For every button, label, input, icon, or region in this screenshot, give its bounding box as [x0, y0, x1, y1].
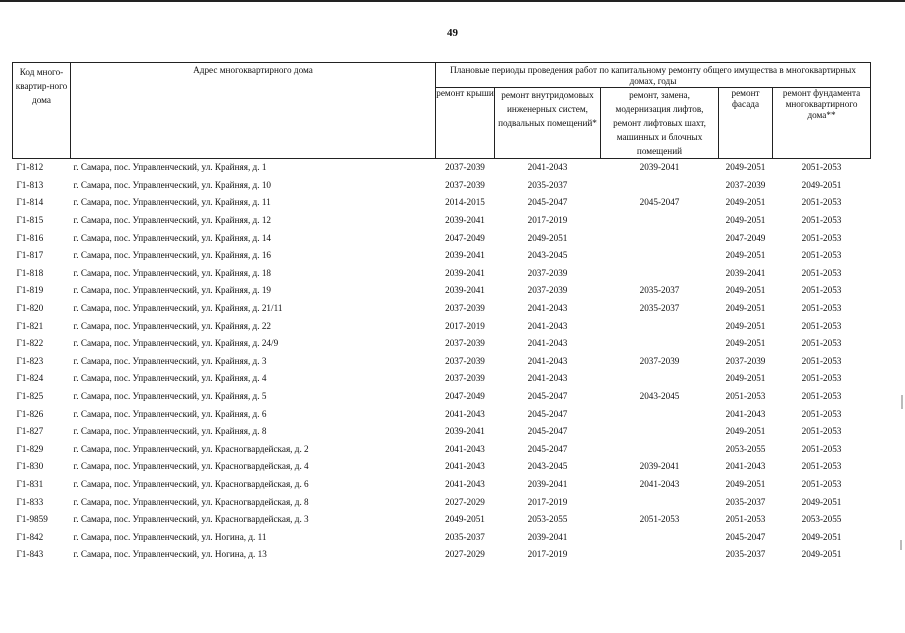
cell-roof: 2027-2029 — [445, 549, 485, 560]
cell-code: Г1-818 — [16, 267, 44, 278]
table-row — [13, 528, 871, 546]
table-row — [13, 229, 871, 247]
top-rule — [0, 0, 905, 2]
cell-foundation: 2051-2053 — [801, 215, 842, 226]
cell-code: Г1-830 — [16, 461, 44, 472]
cell-elevators: 2045-2047 — [639, 197, 680, 208]
table-body — [13, 159, 871, 564]
cell-elevators: 2041-2043 — [639, 478, 680, 489]
cell-facade: 2049-2051 — [725, 303, 766, 314]
cell-roof: 2037-2039 — [445, 179, 485, 190]
cell-facade: 2049-2051 — [725, 338, 766, 349]
cell-roof: 2037-2039 — [445, 355, 485, 366]
cell-elevators — [601, 441, 719, 459]
cell-code: Г1-815 — [16, 215, 44, 226]
cell-address: г. Самара, пос. Управленческий, ул. Крайняя, д. 14 — [73, 232, 272, 243]
cell-address: г. Самара, пос. Управленческий, ул. Крайняя, д. 6 — [73, 408, 267, 419]
cell-elevators — [601, 212, 719, 230]
cell-code: Г1-822 — [16, 338, 44, 349]
table-row — [13, 423, 871, 441]
cell-foundation: 2051-2053 — [801, 232, 842, 243]
cell-code: Г1-823 — [16, 355, 44, 366]
table-row — [13, 370, 871, 388]
cell-facade: 2047-2049 — [725, 232, 766, 243]
cell-elevators: 2039-2041 — [639, 162, 680, 173]
cell-utilities: 2039-2041 — [527, 531, 568, 542]
capital-repair-table — [12, 62, 871, 564]
cell-foundation: 2051-2053 — [801, 303, 842, 314]
cell-foundation: 2051-2053 — [801, 373, 842, 384]
cell-code: Г1-819 — [16, 285, 44, 296]
cell-roof: 2039-2041 — [445, 426, 485, 437]
cell-roof: 2039-2041 — [445, 215, 485, 226]
table-row — [13, 511, 871, 529]
cell-code: Г1-824 — [16, 373, 44, 384]
header-elevators: ремонт, замена, модернизация лифтов, ремонт лифтовых шахт, машинных и блочных помещений — [601, 88, 719, 159]
cell-elevators: 2039-2041 — [639, 461, 680, 472]
cell-address: г. Самара, пос. Управленческий, ул. Крайняя, д. 18 — [73, 267, 272, 278]
cell-roof: 2039-2041 — [445, 267, 485, 278]
table-row — [13, 458, 871, 476]
table-row — [13, 194, 871, 212]
header-foundation: ремонт фундамента многоквартирного дома** — [773, 88, 871, 159]
cell-roof: 2041-2043 — [445, 461, 485, 472]
scan-edge-mark — [901, 395, 903, 409]
cell-utilities: 2039-2041 — [527, 478, 568, 489]
cell-facade: 2049-2051 — [725, 285, 766, 296]
cell-foundation: 2051-2053 — [801, 355, 842, 366]
cell-foundation: 2051-2053 — [801, 250, 842, 261]
table-row — [13, 159, 871, 177]
cell-roof: 2047-2049 — [445, 232, 485, 243]
cell-foundation: 2049-2051 — [801, 549, 842, 560]
cell-facade: 2041-2043 — [725, 461, 766, 472]
table-row — [13, 317, 871, 335]
cell-code: Г1-833 — [16, 496, 44, 507]
cell-foundation: 2049-2051 — [801, 496, 842, 507]
cell-address: г. Самара, пос. Управленческий, ул. Крайняя, д. 16 — [73, 250, 272, 261]
cell-facade: 2049-2051 — [725, 373, 766, 384]
cell-roof: 2037-2039 — [445, 338, 485, 349]
cell-code: Г1-825 — [16, 391, 44, 402]
cell-code: Г1-831 — [16, 478, 44, 489]
table-row — [13, 300, 871, 318]
scan-edge-mark — [900, 540, 902, 550]
cell-elevators — [601, 493, 719, 511]
cell-code: Г1-827 — [16, 426, 44, 437]
cell-facade: 2051-2053 — [725, 391, 766, 402]
cell-roof: 2017-2019 — [445, 320, 485, 331]
table-row — [13, 282, 871, 300]
cell-elevators — [601, 405, 719, 423]
cell-address: г. Самара, пос. Управленческий, ул. Красногвардейская, д. 4 — [73, 461, 309, 472]
cell-utilities: 2041-2043 — [527, 373, 568, 384]
cell-roof: 2041-2043 — [445, 478, 485, 489]
cell-facade: 2049-2051 — [725, 215, 766, 226]
cell-code: Г1-829 — [16, 443, 44, 454]
cell-elevators — [601, 528, 719, 546]
cell-utilities: 2053-2055 — [527, 514, 568, 525]
cell-elevators: 2035-2037 — [639, 303, 680, 314]
cell-roof: 2041-2043 — [445, 443, 485, 454]
cell-address: г. Самара, пос. Управленческий, ул. Крайняя, д. 11 — [73, 197, 271, 208]
table-row — [13, 476, 871, 494]
cell-code: Г1-813 — [16, 179, 44, 190]
cell-facade: 2045-2047 — [725, 531, 766, 542]
cell-roof: 2039-2041 — [445, 285, 485, 296]
cell-utilities: 2017-2019 — [527, 215, 568, 226]
cell-utilities: 2045-2047 — [527, 197, 568, 208]
cell-foundation: 2049-2051 — [801, 179, 842, 190]
cell-utilities: 2041-2043 — [527, 162, 568, 173]
cell-facade: 2053-2055 — [725, 443, 766, 454]
cell-foundation: 2051-2053 — [801, 162, 842, 173]
cell-utilities: 2017-2019 — [527, 549, 568, 560]
cell-utilities: 2043-2045 — [527, 250, 568, 261]
cell-address: г. Самара, пос. Управленческий, ул. Крайняя, д. 22 — [73, 320, 272, 331]
table-row — [13, 388, 871, 406]
cell-roof: 2035-2037 — [445, 531, 485, 542]
cell-foundation: 2051-2053 — [801, 338, 842, 349]
table-row — [13, 405, 871, 423]
page-number: 49 — [447, 27, 458, 39]
cell-facade: 2037-2039 — [725, 355, 766, 366]
cell-address: г. Самара, пос. Управленческий, ул. Крайняя, д. 12 — [73, 215, 272, 226]
cell-roof: 2037-2039 — [445, 303, 485, 314]
cell-foundation: 2051-2053 — [801, 391, 842, 402]
cell-code: Г1-814 — [16, 197, 44, 208]
cell-utilities: 2037-2039 — [527, 267, 568, 278]
cell-foundation: 2051-2053 — [801, 461, 842, 472]
cell-address: г. Самара, пос. Управленческий, ул. Ногина, д. 13 — [73, 549, 267, 560]
cell-roof: 2049-2051 — [445, 514, 485, 525]
cell-roof: 2027-2029 — [445, 496, 485, 507]
cell-address: г. Самара, пос. Управленческий, ул. Красногвардейская, д. 6 — [73, 478, 309, 489]
cell-facade: 2041-2043 — [725, 408, 766, 419]
cell-facade: 2049-2051 — [725, 426, 766, 437]
cell-facade: 2049-2051 — [725, 320, 766, 331]
cell-elevators — [601, 177, 719, 195]
cell-roof: 2039-2041 — [445, 250, 485, 261]
cell-elevators: 2037-2039 — [639, 355, 680, 366]
cell-code: Г1-821 — [16, 320, 44, 331]
cell-address: г. Самара, пос. Управленческий, ул. Красногвардейская, д. 8 — [73, 496, 309, 507]
cell-code: Г1-9859 — [16, 514, 48, 525]
cell-code: Г1-812 — [16, 162, 44, 173]
cell-foundation: 2049-2051 — [801, 531, 842, 542]
cell-facade: 2039-2041 — [725, 267, 766, 278]
header-periods-group: Плановые периоды проведения работ по капитальному ремонту общего имущества в многоквартирных домах, годы — [436, 63, 871, 88]
table-row — [13, 335, 871, 353]
cell-elevators: 2043-2045 — [639, 391, 680, 402]
cell-facade: 2035-2037 — [725, 549, 766, 560]
cell-roof: 2047-2049 — [445, 391, 485, 402]
cell-foundation: 2051-2053 — [801, 426, 842, 437]
table-row — [13, 353, 871, 371]
cell-elevators — [601, 335, 719, 353]
cell-elevators — [601, 229, 719, 247]
table-row — [13, 441, 871, 459]
header-address: Адрес многоквартирного дома — [71, 63, 436, 159]
cell-utilities: 2017-2019 — [527, 496, 568, 507]
cell-address: г. Самара, пос. Управленческий, ул. Крайняя, д. 21/11 — [73, 303, 283, 314]
cell-address: г. Самара, пос. Управленческий, ул. Крайняя, д. 24/9 — [73, 338, 279, 349]
cell-utilities: 2045-2047 — [527, 391, 568, 402]
cell-utilities: 2049-2051 — [527, 232, 568, 243]
cell-utilities: 2041-2043 — [527, 338, 568, 349]
cell-address: г. Самара, пос. Управленческий, ул. Крайняя, д. 4 — [73, 373, 267, 384]
cell-elevators — [601, 265, 719, 283]
table-header — [13, 63, 871, 159]
cell-facade: 2049-2051 — [725, 250, 766, 261]
cell-utilities: 2045-2047 — [527, 408, 568, 419]
cell-code: Г1-816 — [16, 232, 44, 243]
cell-address: г. Самара, пос. Управленческий, ул. Крайняя, д. 5 — [73, 391, 267, 402]
cell-facade: 2049-2051 — [725, 162, 766, 173]
cell-address: г. Самара, пос. Управленческий, ул. Крайняя, д. 10 — [73, 179, 272, 190]
cell-utilities: 2041-2043 — [527, 355, 568, 366]
table-row — [13, 265, 871, 283]
cell-foundation: 2053-2055 — [801, 514, 842, 525]
cell-foundation: 2051-2053 — [801, 285, 842, 296]
cell-foundation: 2051-2053 — [801, 267, 842, 278]
cell-roof: 2014-2015 — [445, 197, 485, 208]
cell-utilities: 2045-2047 — [527, 426, 568, 437]
cell-foundation: 2051-2053 — [801, 320, 842, 331]
table-row — [13, 546, 871, 564]
cell-utilities: 2037-2039 — [527, 285, 568, 296]
cell-utilities: 2041-2043 — [527, 303, 568, 314]
cell-elevators — [601, 423, 719, 441]
cell-foundation: 2051-2053 — [801, 408, 842, 419]
cell-roof: 2037-2039 — [445, 162, 485, 173]
table-row — [13, 212, 871, 230]
cell-address: г. Самара, пос. Управленческий, ул. Ногина, д. 11 — [73, 531, 267, 542]
header-code: Код много-квартир-ного дома — [13, 63, 71, 159]
header-facade: ремонт фасада — [719, 88, 773, 159]
table-row — [13, 247, 871, 265]
cell-address: г. Самара, пос. Управленческий, ул. Крайняя, д. 3 — [73, 355, 267, 366]
cell-code: Г1-842 — [16, 531, 44, 542]
cell-elevators — [601, 247, 719, 265]
cell-address: г. Самара, пос. Управленческий, ул. Крайняя, д. 8 — [73, 426, 267, 437]
cell-address: г. Самара, пос. Управленческий, ул. Крайняя, д. 19 — [73, 285, 272, 296]
cell-address: г. Самара, пос. Управленческий, ул. Красногвардейская, д. 2 — [73, 443, 309, 454]
cell-elevators: 2035-2037 — [639, 285, 680, 296]
cell-facade: 2051-2053 — [725, 514, 766, 525]
cell-facade: 2035-2037 — [725, 496, 766, 507]
cell-code: Г1-826 — [16, 408, 44, 419]
cell-roof: 2041-2043 — [445, 408, 485, 419]
cell-elevators — [601, 370, 719, 388]
cell-elevators — [601, 317, 719, 335]
header-roof: ремонт крыши — [436, 88, 495, 159]
cell-code: Г1-843 — [16, 549, 44, 560]
cell-facade: 2049-2051 — [725, 478, 766, 489]
cell-utilities: 2041-2043 — [527, 320, 568, 331]
cell-code: Г1-820 — [16, 303, 44, 314]
table-row — [13, 177, 871, 195]
cell-address: г. Самара, пос. Управленческий, ул. Крайняя, д. 1 — [73, 162, 267, 173]
cell-roof: 2037-2039 — [445, 373, 485, 384]
cell-elevators: 2051-2053 — [639, 514, 680, 525]
cell-address: г. Самара, пос. Управленческий, ул. Красногвардейская, д. 3 — [73, 514, 309, 525]
cell-foundation: 2051-2053 — [801, 197, 842, 208]
cell-utilities: 2035-2037 — [527, 179, 568, 190]
cell-facade: 2049-2051 — [725, 197, 766, 208]
cell-code: Г1-817 — [16, 250, 44, 261]
cell-elevators — [601, 546, 719, 564]
cell-foundation: 2051-2053 — [801, 443, 842, 454]
cell-utilities: 2043-2045 — [527, 461, 568, 472]
table-row — [13, 493, 871, 511]
cell-utilities: 2045-2047 — [527, 443, 568, 454]
cell-facade: 2037-2039 — [725, 179, 766, 190]
cell-foundation: 2051-2053 — [801, 478, 842, 489]
header-utilities: ремонт внутридомовых инженерных систем, подвальных помещений* — [495, 88, 601, 159]
